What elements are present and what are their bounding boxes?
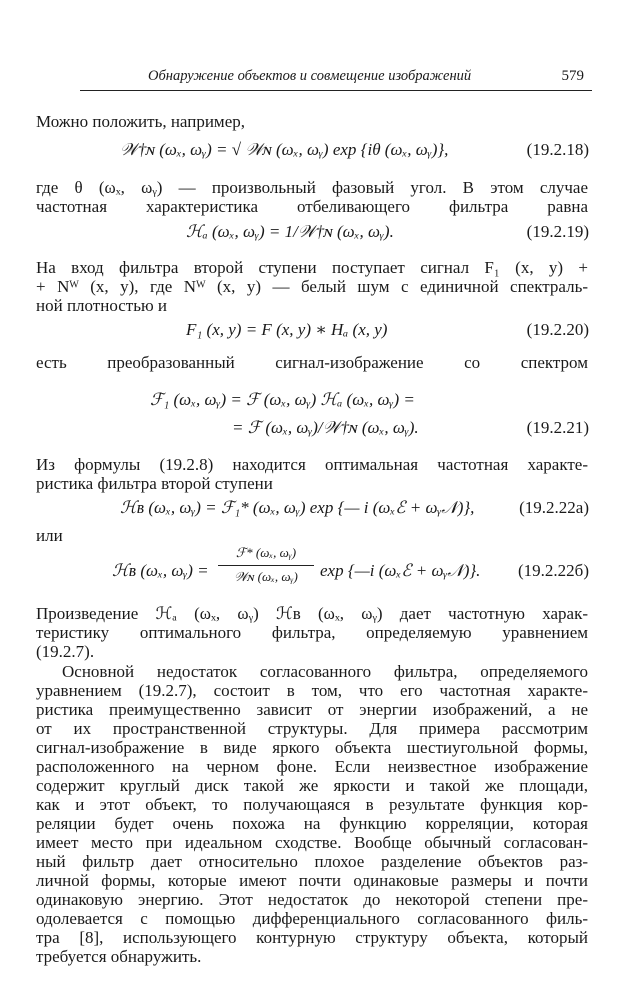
running-header xyxy=(80,68,592,91)
equation-number: (19.2.22а) xyxy=(519,498,589,517)
equation-19-2-21-line1: ℱ₁ (ωₓ, ωᵧ) = ℱ (ωₓ, ωᵧ) ℋₐ (ωₓ, ωᵧ) = xyxy=(150,390,415,409)
text-line: расположенного на черном фоне. Если неизвестное изображение xyxy=(36,757,588,776)
equation-19-2-18: 𝒲†ɴ (ωₓ, ωᵧ) = √ 𝒲ɴ (ωₓ, ωᵧ) exp {iθ (ωₓ, ωᵧ)}, xyxy=(120,140,449,159)
equation-number: (19.2.22б) xyxy=(518,561,589,580)
text-line: ристика преимущественно зависит от энергии изображений, а не xyxy=(36,700,588,719)
text-line: есть преобразованный сигнал-изображение со спектром xyxy=(36,353,588,372)
equation-number: (19.2.18) xyxy=(526,140,589,159)
text-line: реляции будет очень похожа на функцию корреляции, которая xyxy=(36,814,588,833)
text-line: личной формы, которые имеют почти одинаковые размеры и почти xyxy=(36,871,588,890)
text-line: от их пространственной структуры. Для примера рассмотрим xyxy=(36,719,588,738)
equation-19-2-21-line2: = ℱ (ωₓ, ωᵧ)/𝒲†ɴ (ωₓ, ωᵧ). xyxy=(232,418,419,437)
fraction-numerator: ℱ* (ωₓ, ωᵧ) xyxy=(235,545,297,560)
fraction-bar xyxy=(218,565,314,566)
text-line: одолевается с помощью дифференциального согласованного филь- xyxy=(36,909,588,928)
text-line: Можно положить, например, xyxy=(36,112,245,131)
text-line: или xyxy=(36,526,63,545)
text-line: На вход фильтра второй ступени поступает сигнал F₁ (x, y) + xyxy=(36,258,588,277)
text-line: одинаковую энергию. Этот недостаток до некоторой степени пре- xyxy=(36,890,588,909)
text-line: частотная характеристика отбеливающего фильтра равна xyxy=(36,197,588,216)
text-line: тра [8], использующего контурную структуру объекта, который xyxy=(36,928,588,947)
equation-number: (19.2.21) xyxy=(526,418,589,437)
text-line: ристика фильтра второй ступени xyxy=(36,474,273,493)
running-header-title: Обнаружение объектов и совмещение изображений xyxy=(148,68,472,84)
text-line: теристику оптимального фильтра, определяемую уравнением xyxy=(36,623,588,642)
equation-number: (19.2.20) xyxy=(526,320,589,339)
text-line: Произведение ℋₐ (ωₓ, ωᵧ) ℋʙ (ωₓ, ωᵧ) дает частотную харак- xyxy=(36,604,588,623)
equation-19-2-22b-rhs: exp {—i (ωₓℰ + ωᵧ𝒩)}. xyxy=(320,561,481,580)
text-line: где θ (ωₓ, ωᵧ) — произвольный фазовый угол. В этом случае xyxy=(36,178,588,197)
fraction-denominator: 𝒲ɴ (ωₓ, ωᵧ) xyxy=(234,569,298,584)
text-line: + Nᵂ (x, y), где Nᵂ (x, y) — белый шум с единичной спектраль- xyxy=(36,277,588,296)
equation-19-2-20: F₁ (x, y) = F (x, y) ∗ Hₐ (x, y) xyxy=(186,320,388,339)
paragraph-first-line: Основной недостаток согласованного фильтра, определяемого xyxy=(62,662,588,681)
text-line: сигнал-изображение в виде яркого объекта шестиугольной формы, xyxy=(36,738,588,757)
text-line: содержит круглый диск такой же яркости и такой же площади, xyxy=(36,776,588,795)
text-line: (19.2.7). xyxy=(36,642,95,661)
text-line: Из формулы (19.2.8) находится оптимальная частотная характе- xyxy=(36,455,588,474)
equation-number: (19.2.19) xyxy=(526,222,589,241)
text-line: требуется обнаружить. xyxy=(36,947,202,966)
equation-19-2-22a: ℋʙ (ωₓ, ωᵧ) = ℱ₁* (ωₓ, ωᵧ) exp {— i (ωₓℰ + ωᵧ𝒩)}, xyxy=(120,498,475,517)
text-line: имеет место при идеальном сходстве. Вообще обычный согласован- xyxy=(36,833,588,852)
page-number: 579 xyxy=(561,68,584,84)
text-line: ной плотностью и xyxy=(36,296,168,315)
text-line: как и этот объект, то получающаяся в результате функция кор- xyxy=(36,795,588,814)
equation-19-2-22b-lhs: ℋʙ (ωₓ, ωᵧ) = xyxy=(112,561,209,580)
text-line: уравнением (19.2.7), состоит в том, что его частотная характе- xyxy=(36,681,588,700)
text-line: ный фильтр дает относительно плохое разделение объектов раз- xyxy=(36,852,588,871)
equation-19-2-19: ℋₐ (ωₓ, ωᵧ) = 1/𝒲†ɴ (ωₓ, ωᵧ). xyxy=(186,222,394,241)
